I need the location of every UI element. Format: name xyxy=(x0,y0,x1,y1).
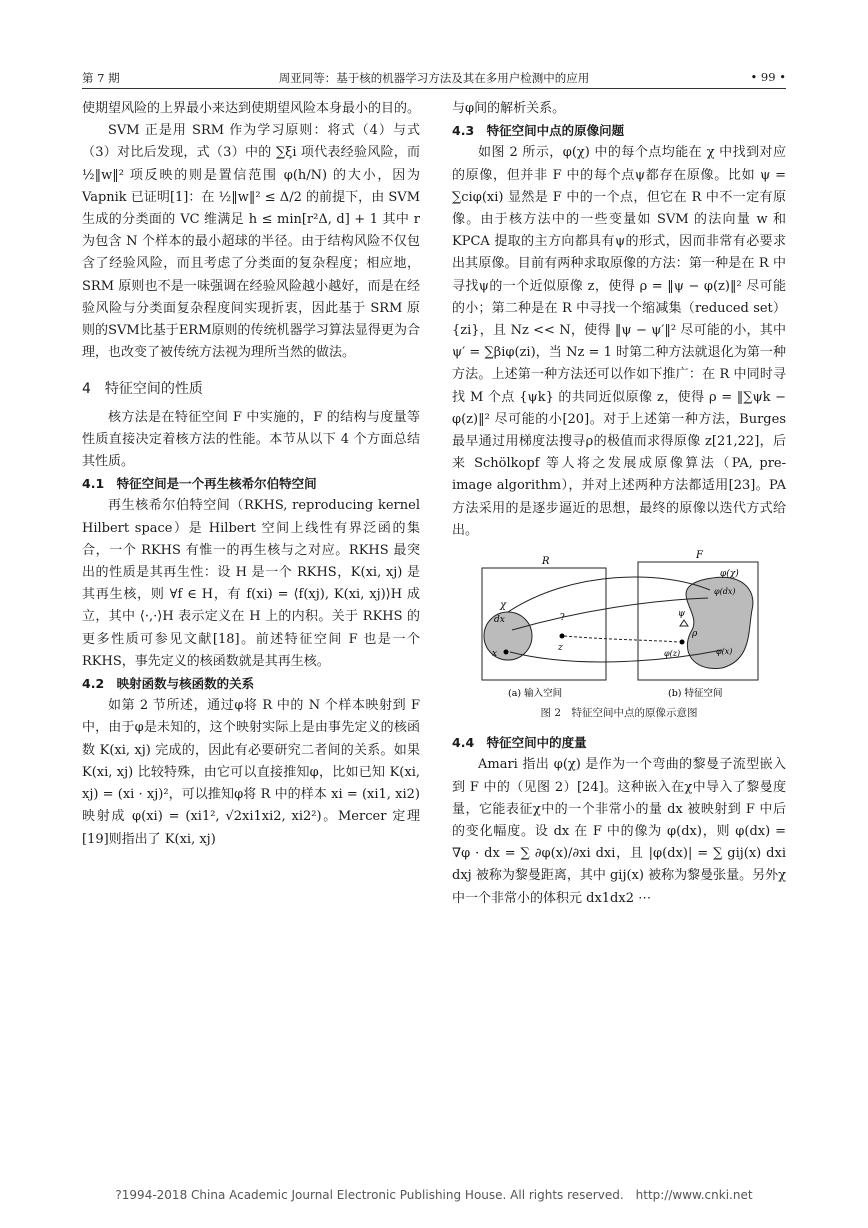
issue-number: 第 7 期 xyxy=(82,71,120,85)
copyright-footer: ?1994-2018 China Academic Journal Electronic Publishing House. All rights reserved. http://www.cnki.net xyxy=(115,1188,753,1202)
figure-2-diagram xyxy=(452,550,786,700)
left-column xyxy=(82,98,420,851)
page-number: • 99 • xyxy=(750,70,786,84)
point-x xyxy=(504,650,509,655)
label-R: R xyxy=(542,556,550,568)
point-phiz xyxy=(680,640,685,645)
caption-b: (b) 特征空间 xyxy=(668,688,723,700)
running-title: 周亚同等：基于核的机器学习方法及其在多用户检测中的应用 xyxy=(278,71,590,85)
label-x: x xyxy=(492,649,498,660)
map-arrow-z xyxy=(564,636,678,642)
paragraph: 使期望风险的上界最小来达到使期望风险本身最小的目的。 xyxy=(82,101,421,116)
label-phichi: φ(χ) xyxy=(720,569,739,580)
label-phidx: φ(dx) xyxy=(714,587,736,597)
label-phiz: φ(z) xyxy=(664,649,681,659)
subsection-heading: 4.4 特征空间中的度量 xyxy=(452,735,587,751)
label-rho: ρ xyxy=(692,629,698,640)
label-phix: φ(x) xyxy=(716,647,733,657)
paragraph: 如第 2 节所述，通过φ将 R 中的 N 个样本映射到 F 中，由于φ是未知的，这个映射实际上是由事先定义的核函数 K(xi, xj) 完成的，因此有必要研究二者间的关系。如果 K(xi, xj) 比较特殊，由它可以直接推知φ，比如已知 K(xi, xj) = (xi · xj)²，可以推知φ将 R 中的样本 xi = (xi1, xi2) 映射成 φ(xi) = (xi1², √2xi1xi2, xi2²)。Mercer 定理[19]则指出了 K(xi, xj) xyxy=(82,698,420,847)
paragraph: SVM 正是用 SRM 作为学习原则：将式（4）与式（3）对比后发现，式（3）中的 ∑ξi 项代表经验风险，而 ½‖w‖² 项反映的则是置信范围 φ(h/N) 的大小，因为 Vapnik 已证明[1]：在 ½‖w‖² ≤ Δ/2 的前提下，由 SVM 生成的分类面的 VC 维满足 h ≤ min[r²Δ, d] + 1 其中 r 为包含 N 个样本的最小超球的半径。由于结构风险不仅包含了经验风险，而且考虑了分类面的复杂程度；相应地，SRM 原则也不是一味强调在经验风险越小越好，而是在经验风险与分类面复杂程度间实现折衷，因此基于 SRM 原则的SVM比基于ERM原则的传统机器学习算法显得更为合理，也改变了被传统方法视为理所当然的做法。 xyxy=(82,123,420,361)
map-arrow-chi xyxy=(508,577,710,612)
paragraph: 再生核希尔伯特空间（RKHS, reproducing kernel Hilbert space）是 Hilbert 空间上线性有界泛函的集合，一个 RKHS 有惟一的再生核与之对应。RKHS 最突出的性质是其再生性：设 H 是一个 RKHS，K(xi, xj) 是其再生核，则 ∀f ∈ H，有 f(xi) = ⟨f(xj), K(xi, xj)⟩H 成立，其中 ⟨·,·⟩H 表示定义在 H 上的内积。关于 RKHS 的更多性质可参见文献[18]。前述特征空间 F 也是一个 RKHS，事先定义的核函数就是其再生核。 xyxy=(82,498,420,669)
running-header xyxy=(82,70,786,89)
point-psi xyxy=(680,620,688,626)
label-chi: χ xyxy=(500,600,507,612)
paragraph: Amari 指出 φ(χ) 是作为一个弯曲的黎曼子流型嵌入到 F 中的（见图 2）[24]。这种嵌入在χ中导入了黎曼度量，它能表征χ中的一个非常小的量 dx 被映射到 F 中后的变化幅度。设 dx 在 F 中的像为 φ(dx)，则 φ(dx) = ∇φ · dx = ∑ ∂φ(x)/∂xi dxi，且 |φ(dx)| = ∑ gij(x) dxi dxj 被称为黎曼距离，其中 gij(x) 被称为黎曼张量。另外χ中一个非常小的体积元 dx1dx2 ⋯ xyxy=(452,757,786,906)
paragraph: 与φ间的解析关系。 xyxy=(452,101,566,116)
label-question: ? xyxy=(560,613,565,624)
point-z xyxy=(560,634,565,639)
label-F: F xyxy=(696,550,703,562)
label-dx: dx xyxy=(494,615,505,626)
figure-2 xyxy=(452,550,786,700)
subsection-heading: 4.2 映射函数与核函数的关系 xyxy=(82,676,255,692)
subsection-heading: 4.1 特征空间是一个再生核希尔伯特空间 xyxy=(82,476,317,492)
caption-a: (a) 输入空间 xyxy=(508,688,563,700)
paragraph: 核方法是在特征空间 F 中实施的，F 的结构与度量等性质直接决定着核方法的性能。本节从以下 4 个方面总结其性质。 xyxy=(82,409,420,470)
label-psi: ψ xyxy=(678,609,686,620)
right-column xyxy=(452,98,786,910)
section-heading: 4 特征空间的性质 xyxy=(82,381,203,398)
figure-caption: 图 2 特征空间中点的原像示意图 xyxy=(540,707,698,720)
label-z: z xyxy=(558,643,563,654)
subsection-heading: 4.3 特征空间中点的原像问题 xyxy=(452,123,625,139)
paragraph: 如图 2 所示，φ(χ) 中的每个点均能在 χ 中找到对应的原像，但并非 F 中的每个点ψ都存在原像。比如 ψ = ∑ciφ(xi) 显然是 F 中的一个点，但它在 R 中不一定有原像。由于核方法中的一些变量如 SVM 的法向量 w 和 KPCA 提取的主方向都具有ψ的形式，因而非常有必要求出其原像。目前有两种求取原像的方法：第一种是在 R 中寻找ψ的一个近似原像 z，使得 ρ = ‖ψ − φ(z)‖² 尽可能的小；第二种是在 R 中寻找一个缩减集（reduced set）{zi}，且 Nz << N，使得 ‖ψ − ψ′‖² 尽可能的小，其中 ψ′ = ∑βiφ(zi)，当 Nz = 1 时第二种方法就退化为第一种方法。上述第一种方法还可以作如下推广：在 R 中同时寻找 M 个点 {ψk} 的共同近似原像 z，使得 ρ = ‖∑ψk − φ(z)‖² 尽可能的小[20]。对于上述第一种方法，Burges 最早通过用梯度法搜寻ρ的极值而求得原像 z[21,22]，后来 Schölkopf 等人将之发展成原像算法（PA, pre-image algorithm），并对上述两种方法都适用[23]。PA 方法采用的是逐步逼近的思想，最终的原像以迭代方式给出。 xyxy=(452,145,786,538)
